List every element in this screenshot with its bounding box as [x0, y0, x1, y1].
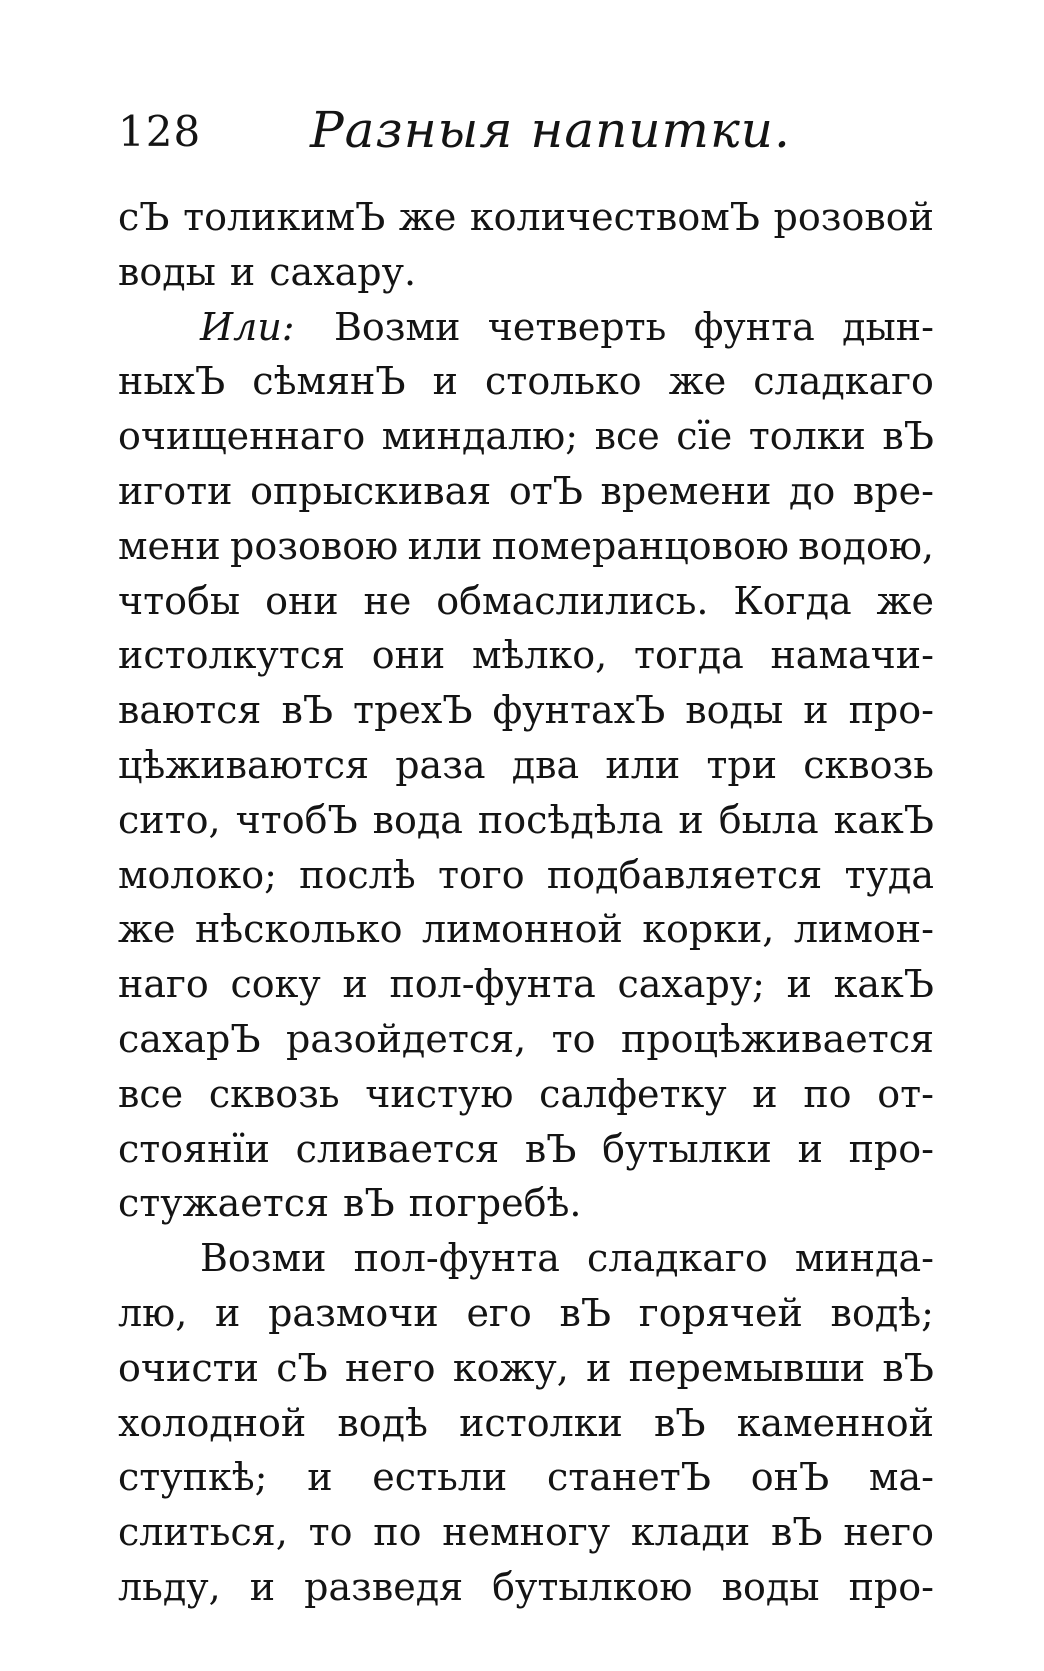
text-line: ступкѣ; и естьли станетЪ онЪ ма-: [118, 1455, 934, 1500]
running-title: Разныя напитки.: [310, 101, 791, 159]
text-line: очищеннаго миндалю; все сїе толки вЪ: [118, 414, 934, 459]
text-line: воды и сахару.: [118, 249, 417, 294]
text-line: сито, чтобЪ вода посѣдѣла и была какЪ: [118, 797, 934, 842]
text-line: же нѣсколько лимонной корки, лимон-: [118, 907, 934, 952]
text-line: сЪ толикимЪ же количествомЪ розовой: [118, 195, 934, 239]
text-line: цѣживаются раза два или три сквозь: [118, 742, 934, 787]
text-line: Или: Возми четверть фунта дын-: [200, 304, 934, 349]
text-line: все сквозь чистую салфетку и по от-: [118, 1071, 934, 1116]
page-header: [118, 100, 938, 170]
text-line: слиться, то по немногу клади вЪ него: [118, 1510, 934, 1555]
text-line: наго соку и пол-фунта сахару; и какЪ: [118, 962, 934, 1007]
text-line: сахарЪ разойдется, то процѣживается: [118, 1016, 934, 1061]
text-line: ваются вЪ трехЪ фунтахЪ воды и про-: [118, 688, 934, 733]
body-text: [118, 190, 934, 1615]
text-line: истолкутся они мѣлко, тогда намачи-: [118, 633, 934, 678]
page-number: 128: [118, 107, 202, 156]
text-line: мени розовою или померанцовою водою,: [118, 523, 934, 568]
text-line: холодной водѣ истолки вЪ каменной: [118, 1400, 934, 1445]
text-line: лю, и размочи его вЪ горячей водѣ;: [118, 1290, 934, 1335]
text-line: молоко; послѣ того подбавляется туда: [118, 852, 934, 897]
text-line: чтобы они не обмаслились. Когда же: [118, 578, 934, 623]
text-line: стужается вЪ погребѣ.: [118, 1181, 582, 1226]
text-line: стоянїи сливается вЪ бутылки и про-: [118, 1126, 934, 1171]
text-line: Возми пол-фунта сладкаго минда-: [200, 1236, 934, 1281]
text-line: иготи опрыскивая отЪ времени до вре-: [118, 468, 934, 513]
text-line: очисти сЪ него кожу, и перемывши вЪ: [118, 1345, 934, 1390]
text-line: льду, и разведя бутылкою воды про-: [118, 1564, 934, 1609]
text-line: ныхЪ сѣмянЪ и столько же сладкаго: [118, 359, 934, 404]
